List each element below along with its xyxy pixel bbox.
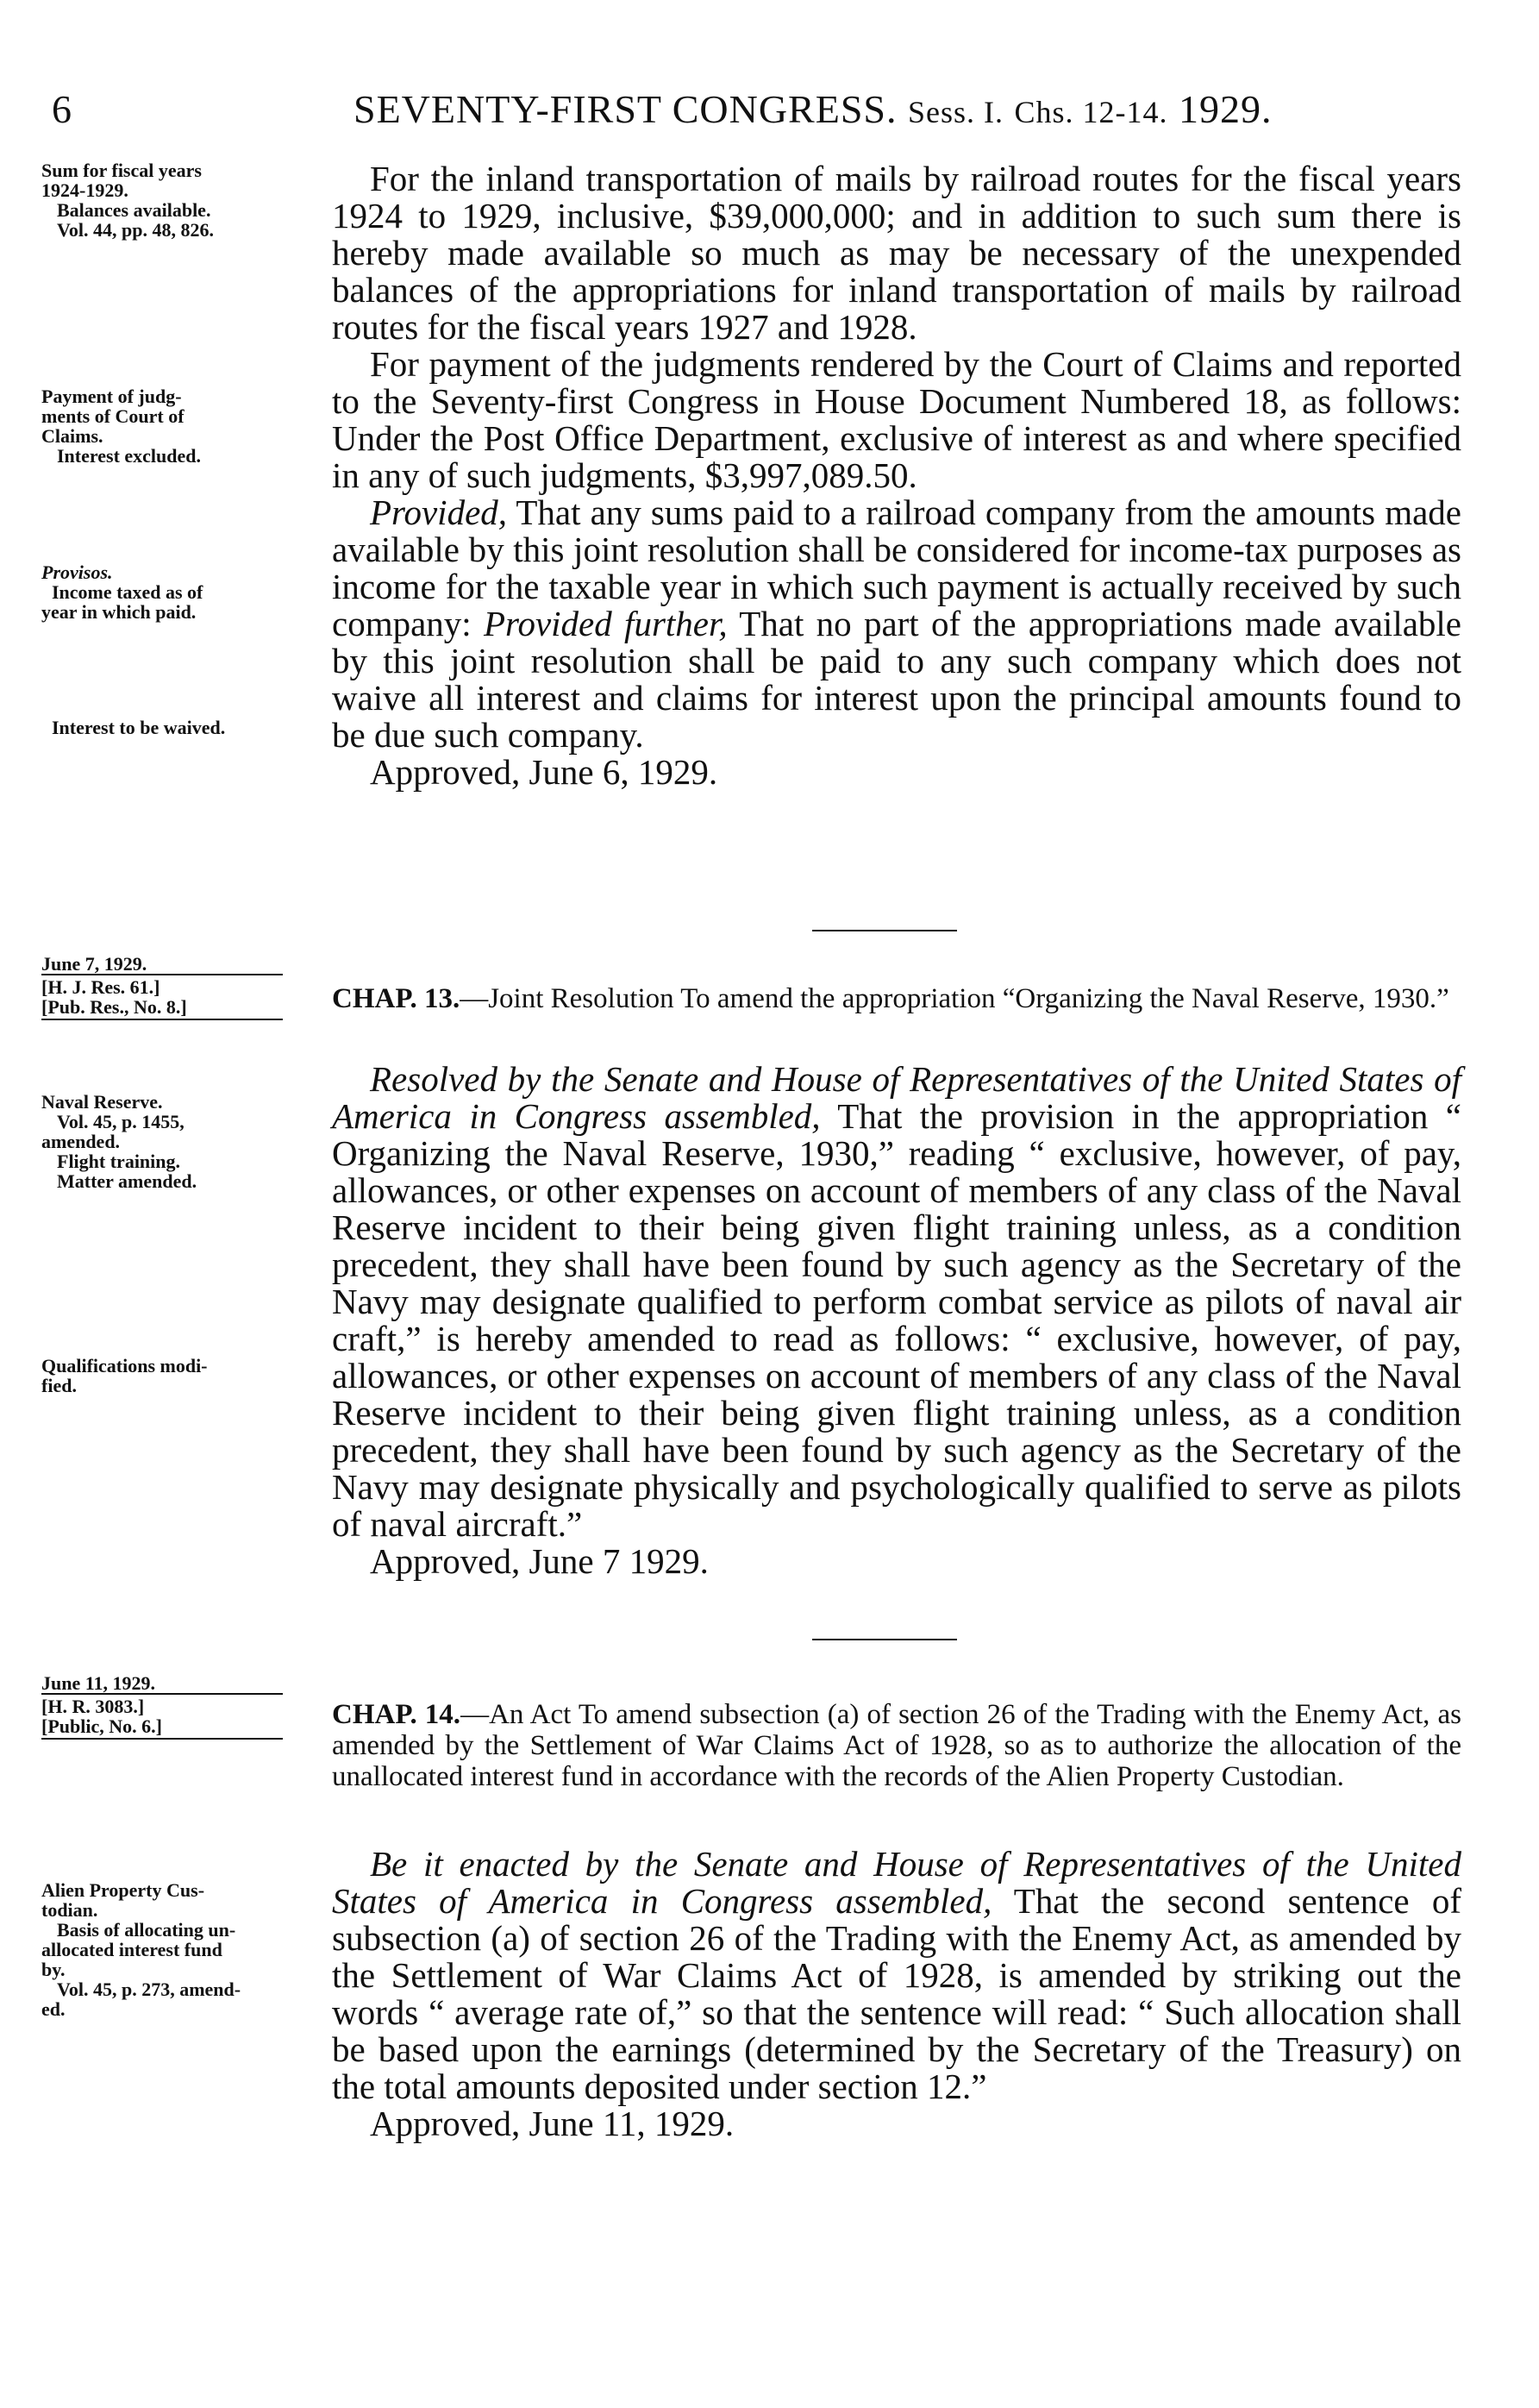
approved-june-7: Approved, June 7 1929. xyxy=(370,1541,709,1581)
header-chapters: Chs. 12-14. xyxy=(1014,95,1168,129)
chap13-text xyxy=(332,1061,1461,1580)
margin-note-payment: Payment of judg- ments of Court of Claims. Interest excluded. xyxy=(41,386,202,467)
header-title xyxy=(353,86,1273,132)
section-1-text xyxy=(332,160,1461,791)
chap13-resolution: Resolved by the Senate and House of Representatives of the United States of America in Congress assembled, That the provision in the appropriation “ Organizing the Naval Reserve, 1930,” reading “ exclusive, however, of pay, allowances, or other expenses on account of members of any class of the Naval Reserve incident to their being given flight training unless, as a condition precedent, they shall have been found by such agency as the Secretary of the Navy may designate qualified to perform combat service as pilots of naval air craft,” is hereby amended to read as follows: “ exclusive, however, of pay, allowances, or other expenses on account of members of any class of the Naval Reserve incident to their being given flight training unless, as a condition precedent, they shall have been found by such agency as the Secretary of the Navy may designate physically and psychologically qualified to serve as pilots of naval aircraft.” xyxy=(332,1059,1462,1544)
header-year: 1929. xyxy=(1179,87,1273,131)
margin-note-chap13-citation: June 7, 1929. [H. J. Res. 61.] [Pub. Res., No. 8.] xyxy=(41,954,283,1020)
approved-june-11: Approved, June 11, 1929. xyxy=(370,2104,735,2143)
separator-rule xyxy=(812,1639,957,1640)
margin-note-chap14-citation: June 11, 1929. [H. R. 3083.] [Public, No. 6.] xyxy=(41,1673,283,1740)
paragraph-judgments: For payment of the judgments rendered by the Court of Claims and reported to the Seventy-first Congress in House Document Numbered 18, as follows: Under the Post Office Department, exclusive of interest as and where specified in any of such judgments, $3,997,089.50. xyxy=(332,344,1461,495)
chap14-enactment: Be it enacted by the Senate and House of Representatives of the United States of America in Congress assembled, That the second sentence of subsection (a) of section 26 of the Trading with the Enemy Act, as amended by the Settlement of War Claims Act of 1928, is amended by striking out the words “ average rate of,” so that the sentence will read: “ Such allocation shall be based upon the earnings (determined by the Secretary of the Treasury) on the total amounts deposited under section 12.” xyxy=(332,1844,1461,2106)
page-number: 6 xyxy=(52,87,72,131)
approved-june-6: Approved, June 6, 1929. xyxy=(370,752,718,792)
margin-note-qualifications: Qualifications modi- fied. xyxy=(41,1355,208,1396)
margin-note-waived: Interest to be waived. xyxy=(52,717,226,738)
chap14-text xyxy=(332,1846,1461,2142)
margin-note-sum: Sum for fiscal years 1924-1929. Balances available. Vol. 44, pp. 48, 826. xyxy=(41,160,214,241)
running-header xyxy=(52,86,1474,138)
margin-note-naval-reserve: Naval Reserve. Vol. 45, p. 1455, amended. Flight training. Matter amended. xyxy=(41,1091,197,1192)
header-session: Sess. I. xyxy=(907,95,1004,129)
paragraph-provisos: Provided, That any sums paid to a railroad company from the amounts made available by this joint resolution shall be considered for income-tax purposes as income for the taxable year in which such payment is actually received by such company: Provided further, That no part of the appropriations made available by this joint resolution shall be paid to any such company which does not waive all interest and claims for interest upon the principal amounts found to be due such company. xyxy=(332,492,1461,755)
header-congress: SEVENTY-FIRST CONGRESS. xyxy=(353,87,898,131)
separator-rule xyxy=(812,930,957,931)
margin-note-alien-property: Alien Property Cus- todian. Basis of allocating un- allocated interest fund by. Vol. 45, p. 273, amend- ed. xyxy=(41,1879,241,2020)
paragraph-inland-transportation: For the inland transportation of mails by railroad routes for the fiscal years 1924 to 1929, inclusive, $39,000,000; and in addition to such sum there is hereby made available so much as may be necessary of the unexpended balances of the appropriations for inland transportation of mails by railroad routes for the fiscal years 1927 and 1928. xyxy=(332,159,1461,347)
chap14-heading: CHAP. 14.—An Act To amend subsection (a) of section 26 of the Trading with the Enemy Act, as amended by the Settlement of War Claims Act of 1928, so as to authorize the allocation of the unallocated interest fund in accordance with the records of the Alien Property Custodian. xyxy=(332,1699,1461,1792)
chap13-heading: CHAP. 13.—Joint Resolution To amend the appropriation “Organizing the Naval Reserve, 1930.” xyxy=(332,983,1449,1014)
margin-note-provisos: Provisos. Income taxed as of year in which paid. xyxy=(41,561,203,623)
